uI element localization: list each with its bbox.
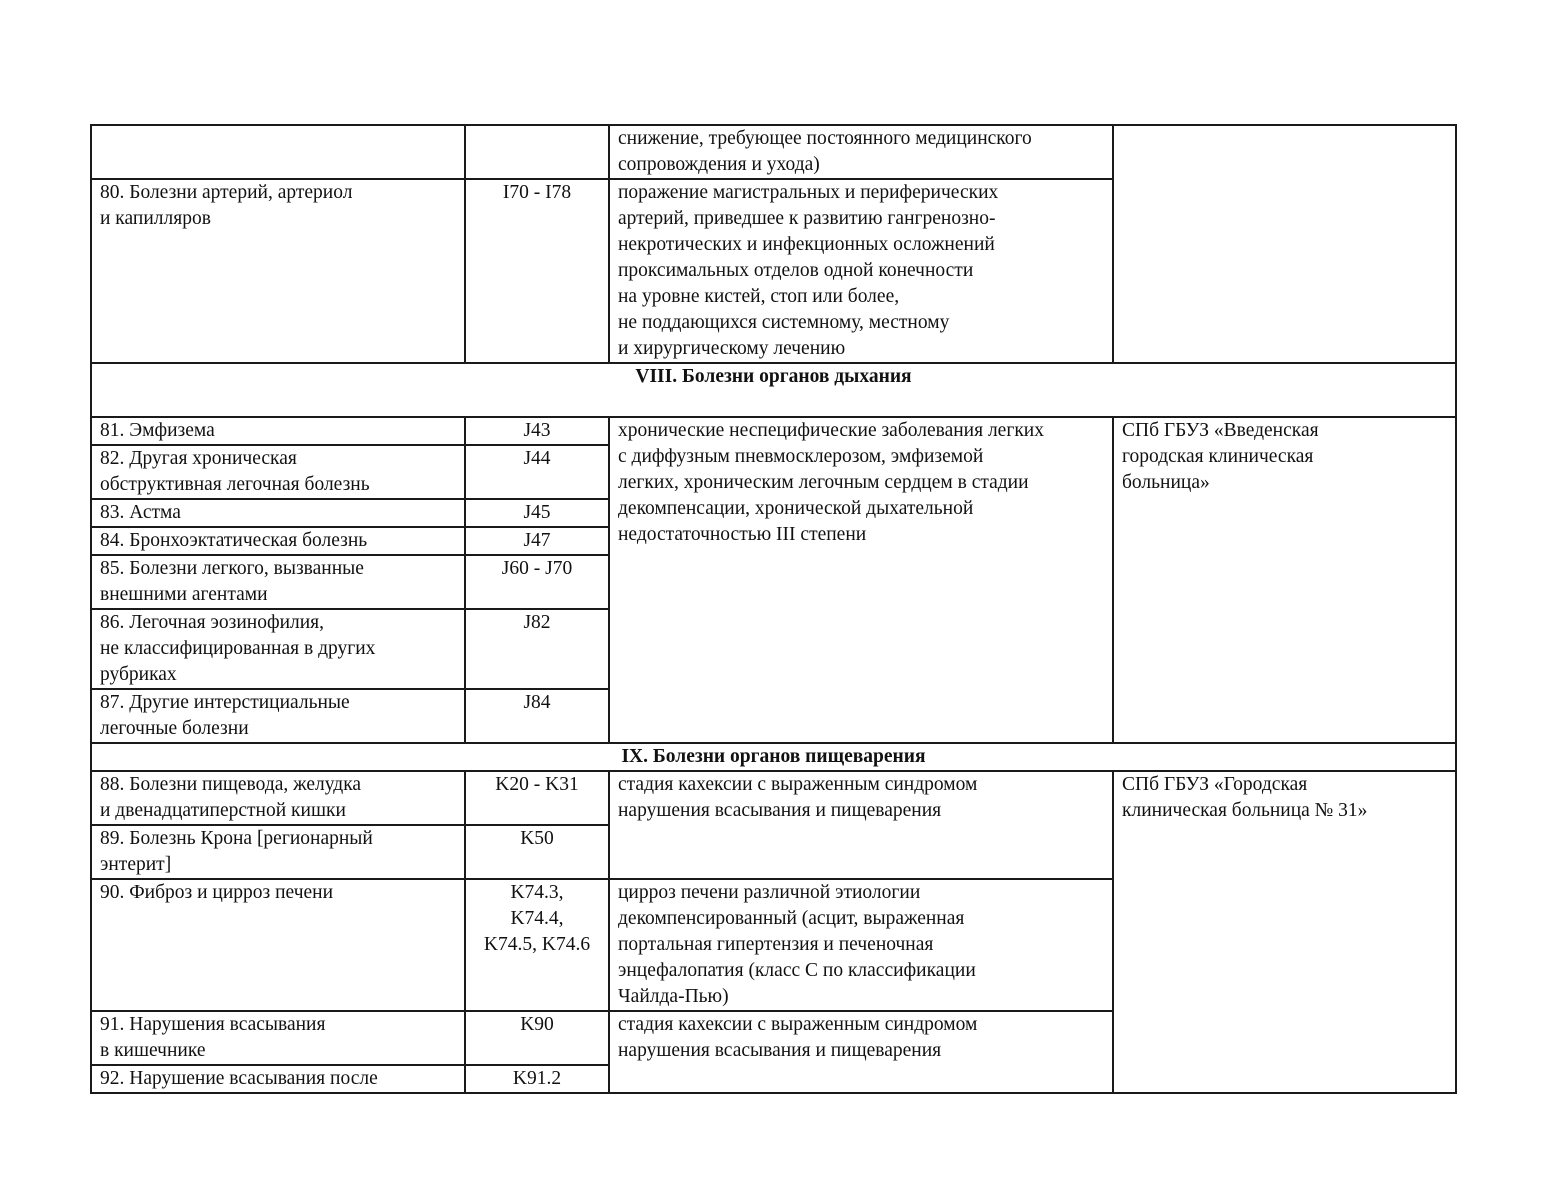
section-title: VIII. Болезни органов дыхания — [91, 363, 1456, 417]
disease-name-cell: 81. Эмфизема — [91, 417, 465, 445]
icd-code-cell: J45 — [465, 499, 609, 527]
icd-code-cell: J84 — [465, 689, 609, 743]
icd-code-cell: J44 — [465, 445, 609, 499]
disease-name-cell: 83. Астма — [91, 499, 465, 527]
criteria-cell: хронические неспецифические заболевания легких с диффузным пневмосклерозом, эмфиземой легких, хроническим легочным сердцем в стадии декомпенсации, хронической дыхательной недостаточностью III степени — [609, 417, 1113, 743]
table-row — [91, 771, 1456, 825]
disease-name-cell: 91. Нарушения всасывания в кишечнике — [91, 1011, 465, 1065]
criteria-cell: стадия кахексии с выраженным синдромом нарушения всасывания и пищеварения — [609, 1011, 1113, 1093]
section-header-row — [91, 363, 1456, 417]
disease-name-cell: 92. Нарушение всасывания после — [91, 1065, 465, 1093]
disease-name-cell: 90. Фиброз и цирроз печени — [91, 879, 465, 1011]
disease-name-cell: 89. Болезнь Крона [регионарный энтерит] — [91, 825, 465, 879]
icd-code-cell: J47 — [465, 527, 609, 555]
criteria-cell: стадия кахексии с выраженным синдромом нарушения всасывания и пищеварения — [609, 771, 1113, 879]
icd-code-cell: J43 — [465, 417, 609, 445]
cell-empty — [1113, 125, 1456, 363]
disease-name-cell: 82. Другая хроническая обструктивная легочная болезнь — [91, 445, 465, 499]
icd-code-cell: I70 - I78 — [465, 179, 609, 363]
disease-table — [90, 124, 1457, 1094]
disease-name-cell: 86. Легочная эозинофилия, не классифицированная в других рубриках — [91, 609, 465, 689]
icd-code-cell: K74.3, K74.4, K74.5, K74.6 — [465, 879, 609, 1011]
icd-code-cell: K50 — [465, 825, 609, 879]
section-header-row — [91, 743, 1456, 771]
cell-empty — [465, 125, 609, 179]
criteria-cell: снижение, требующее постоянного медицинского сопровождения и ухода) — [609, 125, 1113, 179]
institution-cell: СПб ГБУЗ «Городская клиническая больница № 31» — [1113, 771, 1456, 1093]
disease-name-cell: 85. Болезни легкого, вызванные внешними агентами — [91, 555, 465, 609]
criteria-cell: поражение магистральных и периферических артерий, приведшее к развитию гангренозно- некротических и инфекционных осложнений проксимальных отделов одной конечности на уровне кистей, стоп или более, не поддающихся системному, местному и хирургическому лечению — [609, 179, 1113, 363]
criteria-cell: цирроз печени различной этиологии декомпенсированный (асцит, выраженная портальная гипертензия и печеночная энцефалопатия (класс С по классификации Чайлда-Пью) — [609, 879, 1113, 1011]
disease-name-cell: 87. Другие интерстициальные легочные болезни — [91, 689, 465, 743]
disease-name-cell: 80. Болезни артерий, артериол и капилляров — [91, 179, 465, 363]
disease-name-cell: 84. Бронхоэктатическая болезнь — [91, 527, 465, 555]
disease-name-cell: 88. Болезни пищевода, желудка и двенадцатиперстной кишки — [91, 771, 465, 825]
cell-empty — [91, 125, 465, 179]
section-title: IX. Болезни органов пищеварения — [91, 743, 1456, 771]
icd-code-cell: K91.2 — [465, 1065, 609, 1093]
icd-code-cell: J82 — [465, 609, 609, 689]
icd-code-cell: K20 - K31 — [465, 771, 609, 825]
icd-code-cell: J60 - J70 — [465, 555, 609, 609]
table-row — [91, 125, 1456, 179]
icd-code-cell: K90 — [465, 1011, 609, 1065]
table-row — [91, 417, 1456, 445]
institution-cell: СПб ГБУЗ «Введенская городская клиническая больница» — [1113, 417, 1456, 743]
